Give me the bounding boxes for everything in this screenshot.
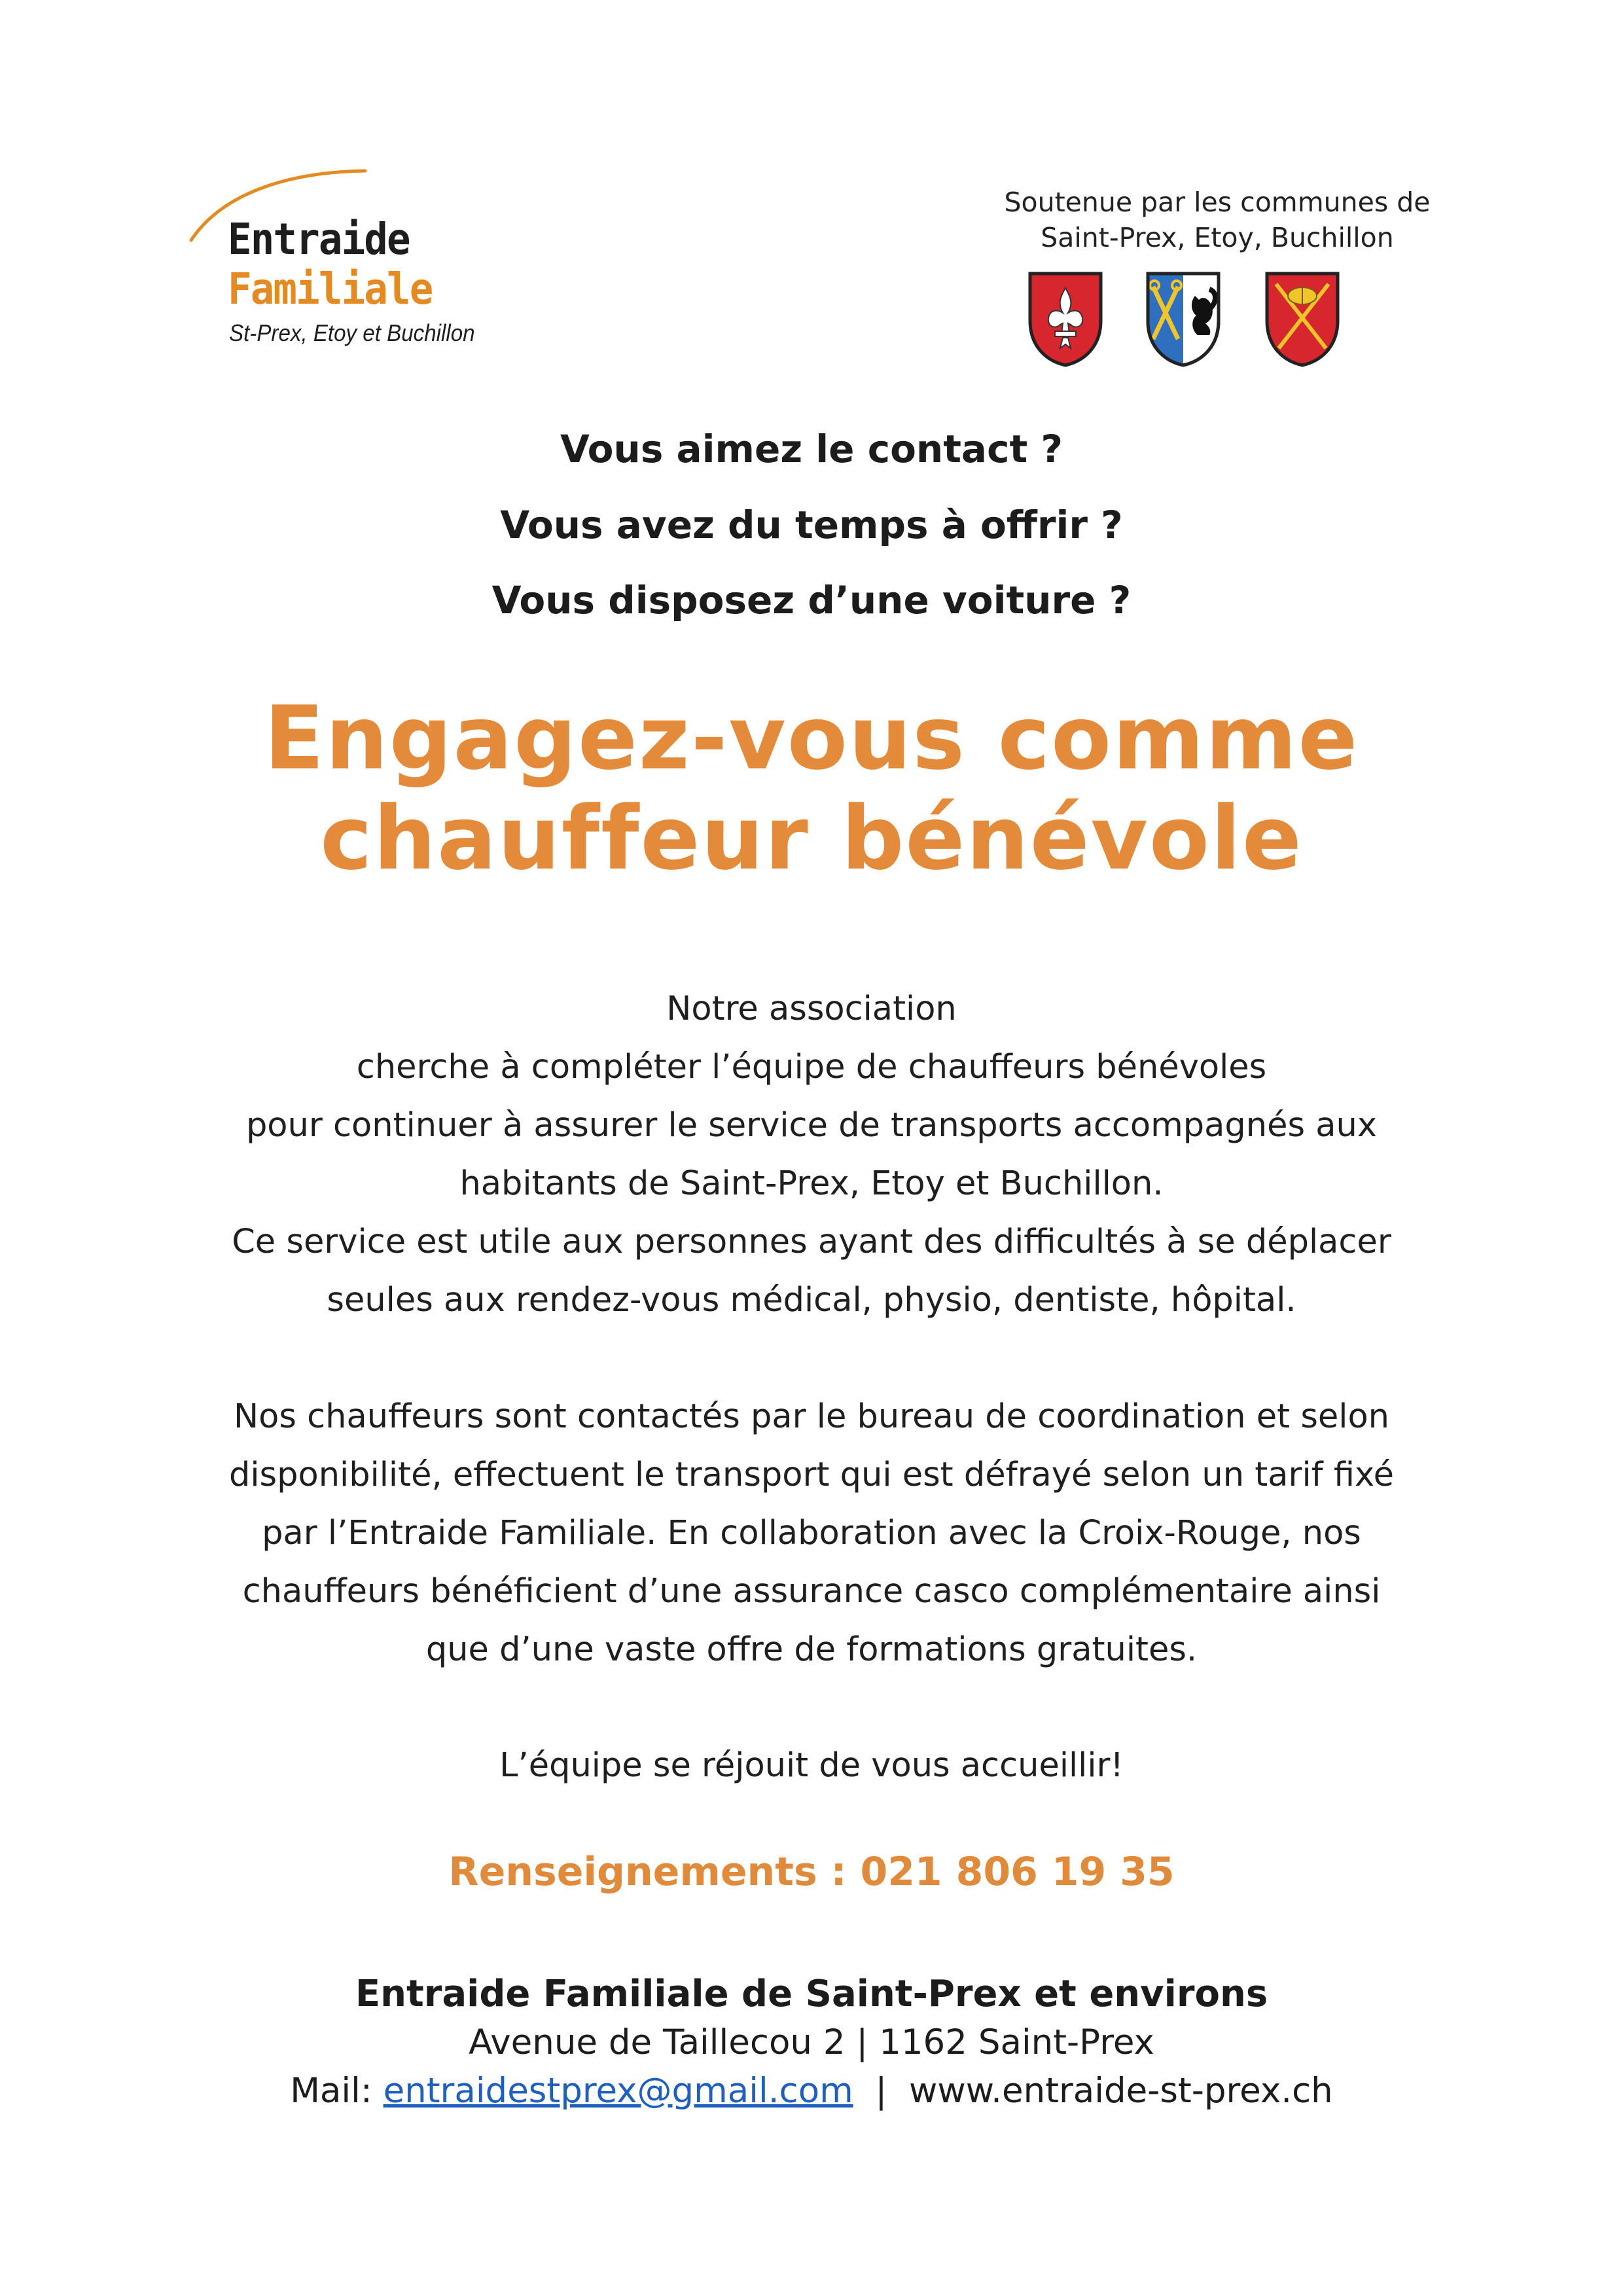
etoy-crest-icon <box>1144 270 1222 368</box>
paragraph-intro-line: Ce service est utile aux personnes ayant des difficultés à se déplacer <box>232 1223 1391 1261</box>
saint-prex-crest-icon <box>1026 270 1105 368</box>
headline-line-2: chauffeur bénévole <box>320 787 1303 889</box>
website-link[interactable]: www.entraide-st-prex.ch <box>909 2071 1333 2111</box>
support-line-2: Saint-Prex, Etoy, Buchillon <box>1041 222 1394 253</box>
email-link[interactable]: entraidestprex@gmail.com <box>383 2071 853 2111</box>
footer-organization: Entraide Familiale de Saint-Prex et environs <box>355 1973 1268 2015</box>
question-3: Vous disposez d’une voiture ? <box>491 578 1132 622</box>
logo-name-line2: Familiale <box>228 264 433 314</box>
paragraph-details-line: disponibilité, effectuent le transport qui est défrayé selon un tarif fixé <box>229 1456 1394 1494</box>
question-1: Vous aimez le contact ? <box>560 427 1063 471</box>
municipal-crests <box>1026 270 1353 374</box>
welcome-line: L’équipe se réjouit de vous accueillir! <box>499 1746 1124 1785</box>
paragraph-intro-line: habitants de Saint-Prex, Etoy et Buchillon. <box>459 1164 1164 1203</box>
support-line-1: Soutenue par les communes de <box>1004 187 1431 218</box>
paragraph-intro-line: Notre association <box>666 990 957 1028</box>
paragraph-details-line: Nos chauffeurs sont contactés par le bureau de coordination et selon <box>234 1397 1389 1436</box>
paragraph-details-line: que d’une vaste offre de formations gratuites. <box>425 1630 1198 1669</box>
footer-separator: | <box>853 2071 909 2111</box>
paragraph-details <box>0 1388 1623 1679</box>
paragraph-intro-line: pour continuer à assurer le service de transports accompagnés aux <box>245 1106 1378 1145</box>
paragraph-intro-line: cherche à compléter l’équipe de chauffeurs bénévoles <box>356 1048 1267 1086</box>
support-notice <box>916 185 1518 255</box>
paragraph-details-line: chauffeurs bénéficient d’une assurance casco complémentaire ainsi <box>242 1572 1381 1611</box>
headline-line-1: Engagez-vous comme <box>264 687 1359 789</box>
contact-footer <box>0 1970 1623 2115</box>
question-2: Vous avez du temps à offrir ? <box>500 503 1123 547</box>
paragraph-intro <box>0 980 1623 1329</box>
logo-name-line1: Entraide <box>228 214 410 264</box>
paragraph-details-line: par l’Entraide Familiale. En collaboration avec la Croix-Rouge, nos <box>262 1514 1361 1552</box>
footer-address: Avenue de Taillecou 2 | 1162 Saint-Prex <box>469 2022 1154 2062</box>
buchillon-crest-icon <box>1263 270 1342 368</box>
organization-logo <box>183 167 510 363</box>
logo-tagline: St-Prex, Etoy et Buchillon <box>229 319 475 346</box>
mail-label: Mail: <box>290 2071 383 2111</box>
info-phone: Renseignements : 021 806 19 35 <box>448 1849 1175 1895</box>
welcome-message <box>0 1736 1623 1795</box>
paragraph-intro-line: seules aux rendez-vous médical, physio, dentiste, hôpital. <box>327 1281 1296 1319</box>
footer-contact-line <box>0 2067 1623 2115</box>
